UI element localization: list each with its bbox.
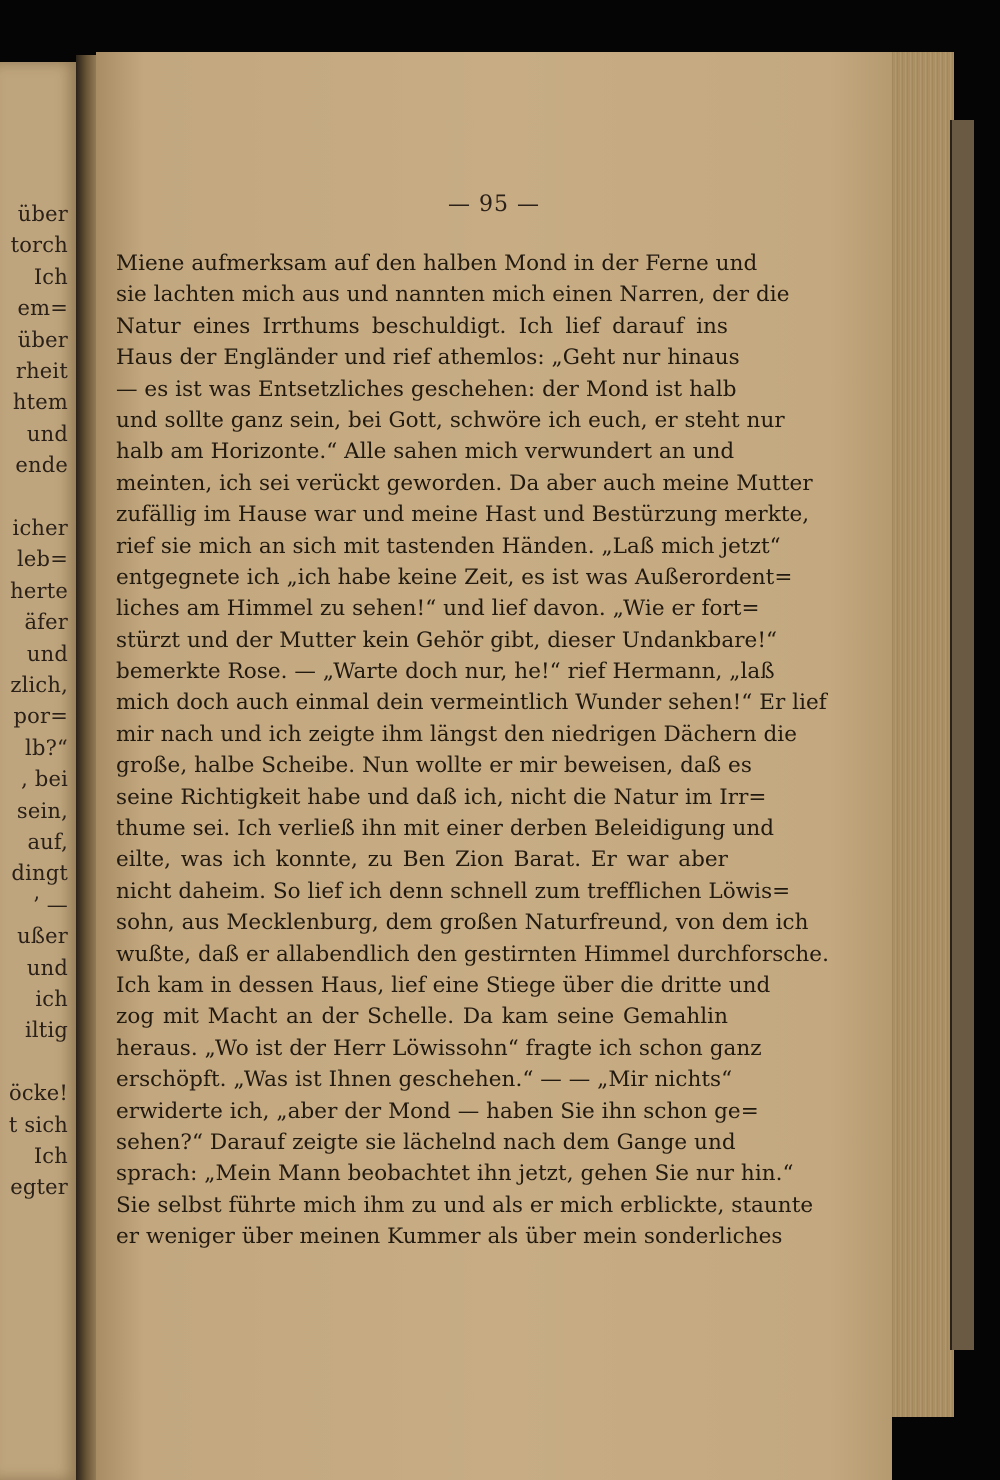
left-page-fragment: t sich — [8, 1112, 68, 1137]
text-line: sohn, aus Mecklenburg, dem großen Naturfreund, von dem ich — [116, 910, 809, 936]
text-line: Ich kam in dessen Haus, lief eine Stiege über die dritte und — [116, 972, 771, 998]
text-line: Haus der Engländer und rief athemlos: „Geht nur hinaus — [116, 345, 740, 371]
text-line: und sollte ganz sein, bei Gott, schwöre ich euch, er steht nur — [116, 407, 785, 433]
left-page-fragment: Ich — [33, 264, 68, 289]
left-page-fragment: über — [17, 327, 68, 352]
main-page — [96, 52, 892, 1480]
text-line: meinten, ich sei verückt geworden. Da aber auch meine Mutter — [116, 470, 813, 496]
left-page-fragment: zlich, — [10, 673, 68, 697]
text-line: erschöpft. „Was ist Ihnen geschehen.“ — — „Mir nichts“ — [116, 1067, 733, 1093]
text-line: halb am Horizonte.“ Alle sahen mich verwundert an und — [116, 439, 735, 465]
left-page-fragment: rheit — [15, 359, 68, 383]
left-page-fragment: icher — [12, 516, 68, 540]
left-page-fragment: herte — [10, 578, 68, 603]
body-text — [116, 248, 829, 1253]
text-line: sprach: „Mein Mann beobachtet ihn jetzt, gehen Sie nur hin.“ — [116, 1161, 794, 1187]
text-line: seine Richtigkeit habe und daß ich, nicht die Natur im Irr= — [116, 784, 767, 810]
text-line: zufällig im Hause war und meine Hast und Bestürzung merkte, — [116, 502, 810, 528]
text-line: entgegnete ich „ich habe keine Zeit, es ist was Außerordent= — [116, 564, 793, 590]
left-page-fragment: äfer — [24, 610, 68, 635]
text-line: Miene aufmerksam auf den halben Mond in der Ferne und — [116, 251, 758, 276]
text-line: zog mit Macht an der Schelle. Da kam seine Gemahlin — [116, 1004, 728, 1030]
left-page-fragment: leb= — [17, 547, 68, 572]
text-line: stürzt und der Mutter kein Gehör gibt, dieser Undankbare!“ — [116, 627, 778, 653]
page-edges — [884, 52, 954, 1417]
left-page-fragment: por= — [13, 704, 68, 729]
left-page-fragment: ich — [35, 987, 68, 1011]
text-line: thume sei. Ich verließ ihn mit einer derben Beleidigung und — [116, 816, 775, 842]
left-page-fragment: und — [26, 421, 68, 446]
left-page-fragment: egter — [10, 1175, 68, 1200]
left-page-fragment: lb?“ — [25, 735, 68, 760]
text-line: er weniger über meinen Kummer als über mein sonderliches — [116, 1224, 783, 1250]
text-line: mir nach und ich zeigte ihm längst den niedrigen Dächern die — [116, 721, 797, 747]
left-page-fragment: ende — [15, 453, 68, 478]
left-facing-page — [0, 62, 80, 1480]
left-page-fragment: und — [26, 641, 68, 666]
left-page-fragment: ’ — — [33, 892, 68, 917]
left-page-fragment: Ich — [33, 1144, 68, 1168]
text-line: sehen?“ Darauf zeigte sie lächelnd nach dem Gange und — [116, 1129, 736, 1155]
left-page-fragment: und — [26, 955, 68, 980]
left-page-fragment: auf, — [27, 830, 68, 854]
left-page-fragment: öcke! — [9, 1081, 68, 1106]
book-cover-edge — [950, 120, 974, 1350]
text-line: mich doch auch einmal dein vermeintlich Wunder sehen!“ Er lief — [116, 690, 827, 716]
text-line: nicht daheim. So lief ich denn schnell zum trefflichen Löwis= — [116, 878, 791, 904]
text-line: erwiderte ich, „aber der Mond — haben Sie ihn schon ge= — [116, 1098, 759, 1124]
text-line: sie lachten mich aus und nannten mich einen Narren, der die — [116, 282, 790, 308]
text-line: große, halbe Scheibe. Nun wollte er mir beweisen, daß es — [116, 753, 752, 779]
left-page-fragment: , bei — [21, 767, 68, 792]
text-line: liches am Himmel zu sehen!“ und lief davon. „Wie er fort= — [116, 596, 760, 622]
left-page-fragment: em= — [17, 296, 68, 321]
text-line: rief sie mich an sich mit tastenden Händen. „Laß mich jetzt“ — [116, 533, 781, 559]
page-number: — 95 — — [448, 192, 540, 217]
left-page-fragment: ußer — [17, 924, 68, 949]
left-page-fragment: über — [17, 202, 68, 226]
text-line: eilte, was ich konnte, zu Ben Zion Barat. Er war aber — [116, 847, 728, 873]
text-line: bemerkte Rose. — „Warte doch nur, he!“ rief Hermann, „laß — [116, 659, 775, 685]
text-line: wußte, daß er allabendlich den gestirnten Himmel durchforsche. — [116, 941, 829, 967]
text-line: heraus. „Wo ist der Herr Löwissohn“ fragte ich schon ganz — [116, 1035, 762, 1061]
left-page-fragment: htem — [12, 390, 68, 415]
text-line: Sie selbst führte mich ihm zu und als er mich erblickte, staunte — [116, 1192, 814, 1218]
left-page-fragment: torch — [10, 233, 68, 258]
left-page-fragment: iltig — [24, 1018, 68, 1043]
text-line: — es ist was Entsetzliches geschehen: der Mond ist halb — [116, 376, 737, 402]
left-page-fragment: sein, — [16, 798, 68, 823]
left-page-fragment: dingt — [11, 861, 68, 886]
text-line: Natur eines Irrthums beschuldigt. Ich lief darauf ins — [116, 313, 728, 339]
